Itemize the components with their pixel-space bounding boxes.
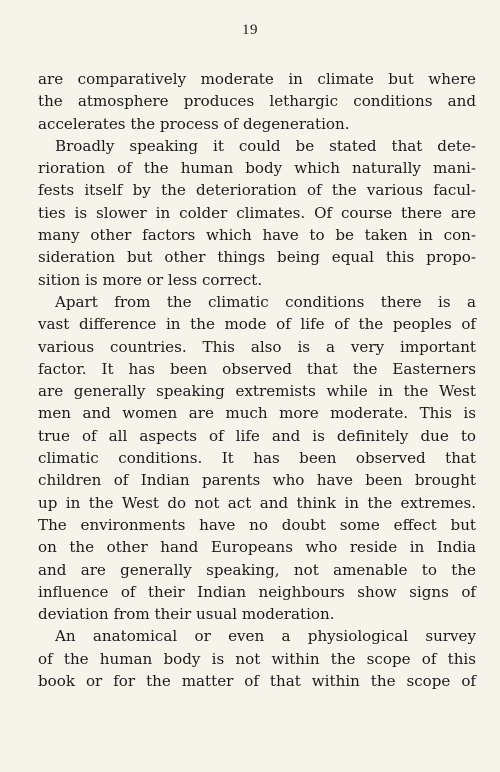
page-number: 19	[242, 22, 258, 38]
text-line: on the other hand Europeans who reside in India	[38, 538, 476, 557]
text-line: men and women are much more moderate. This is	[38, 404, 476, 423]
body-text	[38, 68, 476, 692]
text-line: are generally speaking extremists while in the West	[38, 382, 476, 401]
text-line: Broadly speaking it could be stated that dete-	[55, 136, 476, 155]
text-line: up in the West do not act and think in the extremes.	[38, 493, 476, 512]
text-line: vast difference in the mode of life of the peoples of	[38, 315, 476, 334]
text-line: and are generally speaking, not amenable to the	[38, 560, 476, 579]
text-line: The environments have no doubt some effect but	[38, 515, 476, 534]
text-line: ties is slower in colder climates. Of course there are	[38, 203, 476, 222]
text-line: children of Indian parents who have been brought	[38, 471, 476, 490]
text-line: fests itself by the deterioration of the various facul-	[38, 181, 476, 200]
text-line: rioration of the human body which naturally mani-	[38, 159, 476, 178]
text-line: sition is more or less correct.	[38, 270, 263, 289]
text-line: factor. It has been observed that the Easterners	[38, 359, 476, 378]
text-line: An anatomical or even a physiological survey	[55, 627, 476, 646]
text-line: accelerates the process of degeneration.	[38, 114, 350, 133]
text-line: many other factors which have to be taken in con-	[38, 226, 476, 245]
text-line: true of all aspects of life and is definitely due to	[38, 426, 476, 445]
text-line: deviation from their usual moderation.	[38, 605, 335, 624]
text-line: various countries. This also is a very important	[38, 337, 476, 356]
text-line: climatic conditions. It has been observed that	[38, 449, 476, 468]
text-line: sideration but other things being equal this propo-	[38, 248, 476, 267]
text-line: of the human body is not within the scope of this	[38, 649, 476, 668]
text-line: Apart from the climatic conditions there is a	[55, 292, 476, 311]
text-line: influence of their Indian neighbours show signs of	[38, 582, 476, 601]
text-line: are comparatively moderate in climate but where	[38, 70, 476, 88]
text-line: the atmosphere produces lethargic conditions and	[38, 92, 476, 111]
text-line: book or for the matter of that within the scope of	[38, 672, 476, 691]
